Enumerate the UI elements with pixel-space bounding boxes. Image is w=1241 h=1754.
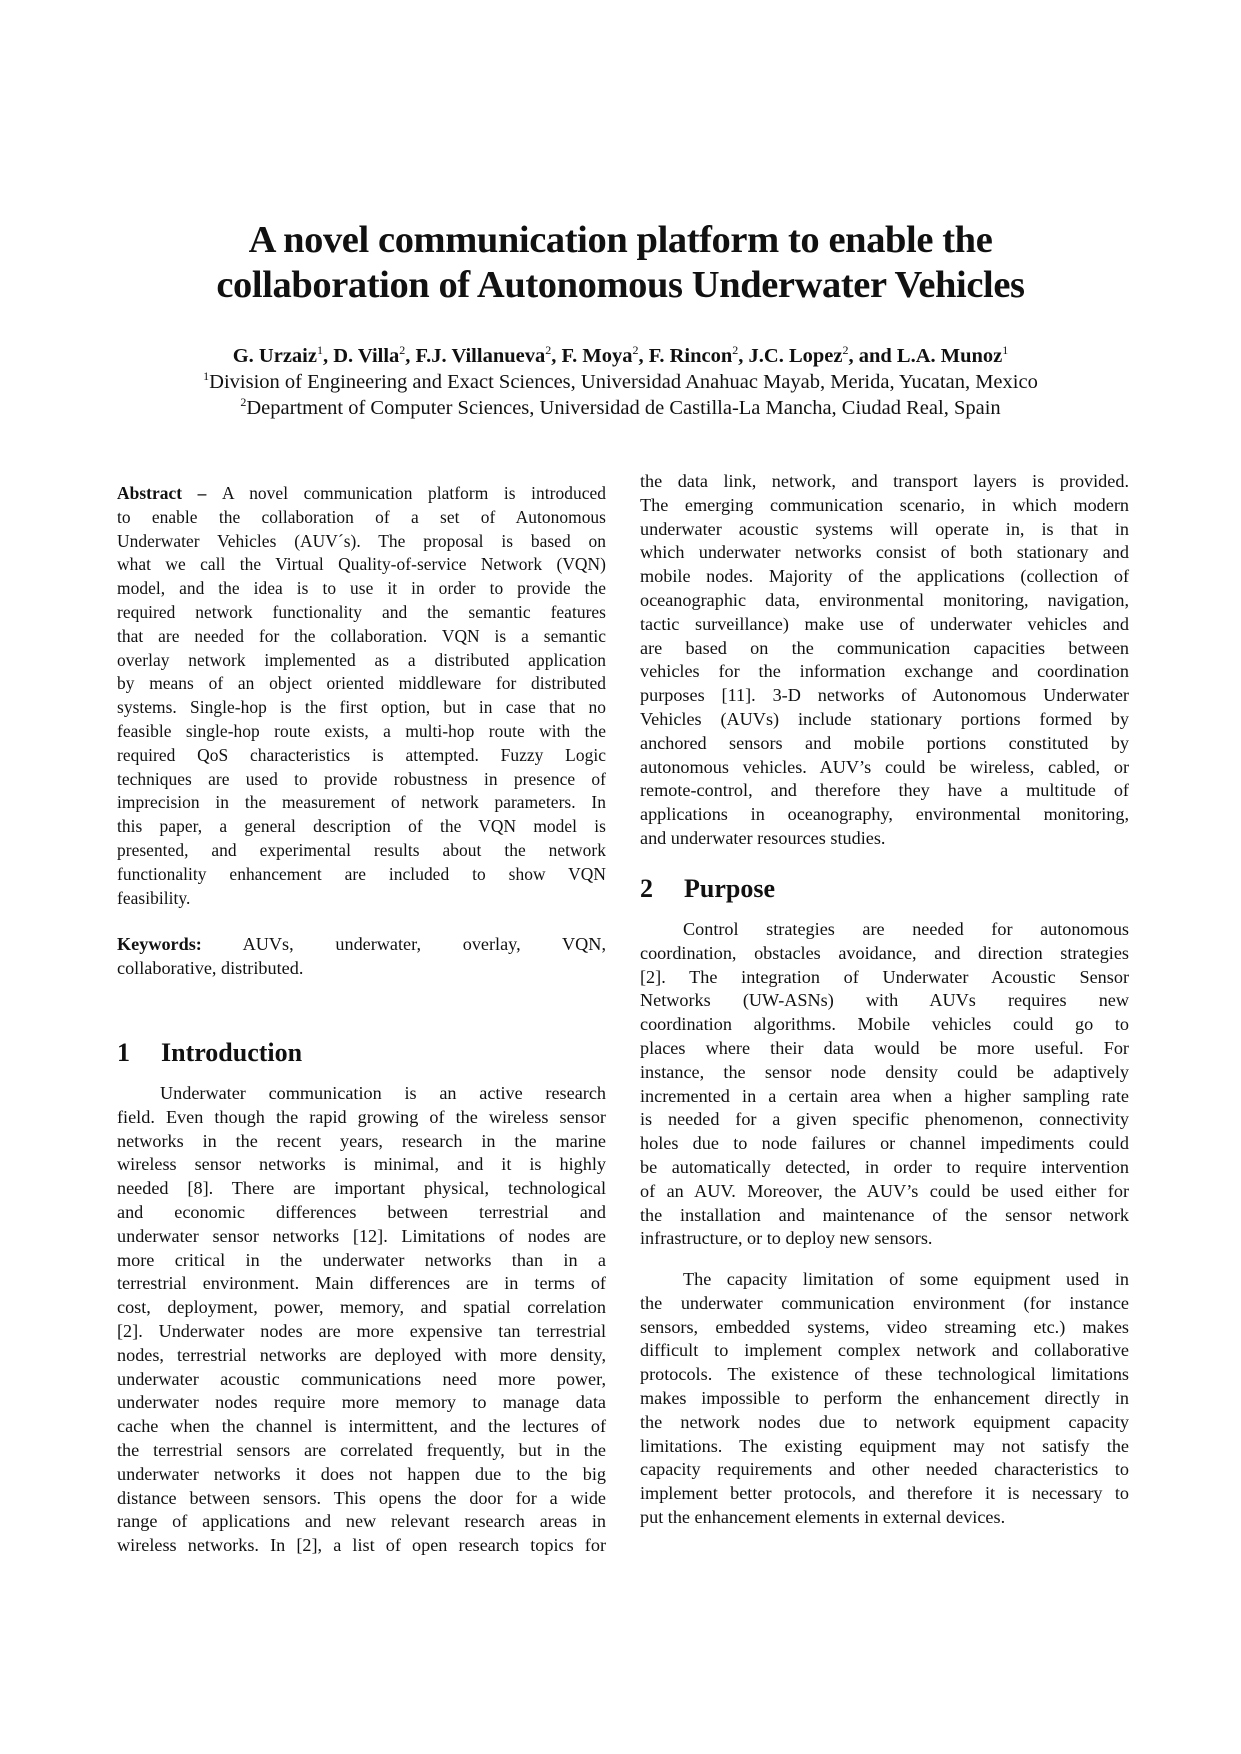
text-line — [117, 863, 606, 887]
text-line-content: needed [8]. There are important physical, technological — [117, 1178, 606, 1199]
text-line-content: this paper, a general description of the VQN model is — [117, 816, 606, 837]
author-name: F.J. Villanueva — [415, 345, 546, 367]
author-separator: , — [405, 345, 416, 367]
text-line-content: underwater nodes require more memory to manage data — [117, 1392, 606, 1413]
text-line — [117, 1130, 606, 1154]
text-line — [117, 649, 606, 673]
author-affiliation-mark: 2 — [545, 343, 552, 358]
author-name: G. Urzaiz — [232, 345, 317, 367]
affiliation-mark: 2 — [240, 395, 247, 410]
section-title: Introduction — [161, 1038, 303, 1067]
keywords — [117, 933, 606, 981]
text-line — [117, 1320, 606, 1344]
text-line-content: Control strategies are needed for autonomous — [683, 919, 1129, 939]
text-line-content: [2]. Underwater nodes are more expensive tan terrestrial — [117, 1320, 606, 1341]
author-affiliation-mark: 2 — [732, 343, 739, 358]
text-line — [640, 1204, 1129, 1228]
text-line-content: underwater networks it does not happen due to the big — [117, 1463, 606, 1484]
text-line-content: what we call the Virtual Quality-of-service Network (VQN) — [117, 554, 606, 575]
text-line — [117, 1177, 606, 1201]
text-line-content: and economic differences between terrestrial and — [117, 1201, 606, 1222]
introduction-body — [117, 1082, 606, 1558]
author-name: F. Rincon — [648, 345, 733, 367]
text-line-content: are based on the communication capacities between — [640, 637, 1129, 658]
text-line — [117, 815, 606, 839]
text-line-content: Networks (UW-ASNs) with AUVs requires new — [640, 990, 1129, 1011]
text-line — [117, 577, 606, 601]
text-line — [117, 1510, 606, 1534]
text-line — [117, 791, 606, 815]
text-line-content: be automatically detected, in order to require intervention — [640, 1156, 1129, 1177]
text-line-content: the underwater communication environment (for instance — [640, 1292, 1129, 1313]
text-line-content: feasibility. — [117, 887, 191, 908]
text-line-content: field. Even though the rapid growing of the wireless sensor — [117, 1106, 606, 1127]
text-line-content: by means of an object oriented middleware for distributed — [117, 673, 606, 694]
text-line — [117, 1368, 606, 1392]
text-line — [117, 506, 606, 530]
author-name: L.A. Munoz — [896, 345, 1003, 367]
text-line — [640, 1037, 1129, 1061]
text-line-content: mobile nodes. Majority of the applications (collection of — [640, 566, 1129, 587]
text-line-content: of an AUV. Moreover, the AUV’s could be used either for — [640, 1180, 1129, 1201]
text-line — [117, 1201, 606, 1225]
text-line-content: instance, the sensor node density could be adaptively — [640, 1061, 1129, 1082]
text-line-content: coordination algorithms. Mobile vehicles could go to — [640, 1014, 1129, 1035]
author-separator: , — [322, 345, 334, 367]
text-line — [117, 933, 606, 957]
text-line — [640, 732, 1129, 756]
text-line-content: to enable the collaboration of a set of Autonomous — [117, 506, 606, 527]
text-line-content: the installation and maintenance of the sensor network — [640, 1204, 1129, 1225]
affiliation-1 — [60, 369, 1181, 395]
author-separator: , — [738, 345, 749, 367]
text-line — [640, 1506, 1129, 1530]
affiliation-2 — [60, 395, 1181, 421]
text-line-content: required network functionality and the semantic features — [117, 601, 606, 622]
text-line-content: Underwater communication is an active research — [160, 1083, 606, 1103]
text-line — [640, 918, 1129, 942]
text-line-content: applications in oceanography, environmental monitoring, — [640, 804, 1129, 825]
text-line — [117, 1463, 606, 1487]
author-name: D. Villa — [333, 345, 400, 367]
text-line — [640, 942, 1129, 966]
text-line — [117, 1439, 606, 1463]
text-line — [640, 518, 1129, 542]
text-line-content: and underwater resources studies. — [640, 827, 886, 848]
text-line — [640, 989, 1129, 1013]
affiliation-text: Department of Computer Sciences, Universidad de Castilla-La Mancha, Ciudad Real, Spain — [246, 397, 1001, 419]
text-line — [117, 1153, 606, 1177]
text-line — [640, 1292, 1129, 1316]
text-line-content: underwater sensor networks [12]. Limitations of nodes are — [117, 1225, 606, 1246]
text-line-content: that are needed for the collaboration. VQN is a semantic — [117, 625, 606, 646]
text-line — [117, 1225, 606, 1249]
text-line-content: feasible single-hop route exists, a multi-hop route with the — [117, 720, 606, 741]
text-line-content: limitations. The existing equipment may not satisfy the — [640, 1435, 1129, 1456]
text-line-content: wireless sensor networks is minimal, and it is highly — [117, 1154, 606, 1175]
text-line-content: vehicles for the information exchange and coordination — [640, 661, 1129, 682]
text-line-content: cost, deployment, power, memory, and spatial correlation — [117, 1297, 606, 1318]
text-line-content: cache when the channel is intermittent, and the lectures of — [117, 1416, 606, 1437]
text-line — [117, 1082, 606, 1106]
affiliation-text: Division of Engineering and Exact Sciences, Universidad Anahuac Mayab, Merida, Yucatan, Mexico — [209, 371, 1038, 393]
text-line — [117, 482, 606, 506]
text-line-content: more critical in the underwater networks than in a — [117, 1249, 606, 1270]
text-line-content: coordination, obstacles avoidance, and direction strategies — [640, 942, 1129, 963]
text-line — [640, 708, 1129, 732]
text-line — [640, 1458, 1129, 1482]
text-line-content: collaborative, distributed. — [117, 957, 304, 978]
purpose-paragraph-2 — [640, 1268, 1129, 1530]
text-line — [117, 1415, 606, 1439]
text-line — [117, 1344, 606, 1368]
text-line — [640, 1411, 1129, 1435]
text-line — [117, 601, 606, 625]
text-line-content: incremented in a certain area when a higher sampling rate — [640, 1085, 1129, 1106]
text-line — [640, 1180, 1129, 1204]
text-line — [117, 530, 606, 554]
text-line-content: terrestrial environment. Main differences are in terms of — [117, 1273, 606, 1294]
text-line — [640, 966, 1129, 990]
text-line-content: networks in the recent years, research in the marine — [117, 1130, 606, 1151]
text-line — [117, 1534, 606, 1558]
text-line — [640, 613, 1129, 637]
text-line — [117, 1391, 606, 1415]
text-line-content: places where their data would be more useful. For — [640, 1037, 1129, 1058]
text-line — [640, 660, 1129, 684]
section-heading-purpose — [640, 874, 775, 904]
author-name: J.C. Lopez — [748, 345, 843, 367]
text-line — [117, 1106, 606, 1130]
text-line-content: Underwater Vehicles (AUV´s). The proposal is based on — [117, 530, 606, 551]
text-line-content: systems. Single-hop is the first option, but in case that no — [117, 697, 606, 718]
text-line-content: model, and the idea is to use it in order to provide the — [117, 578, 606, 599]
author-separator: , and — [848, 345, 897, 367]
keywords-label: Keywords: — [117, 934, 202, 954]
text-line-content: functionality enhancement are included to show VQN — [117, 863, 606, 884]
text-line-content: underwater acoustic systems will operate in, is that in — [640, 518, 1129, 539]
text-line — [117, 887, 606, 911]
text-line-content: AUVs, underwater, overlay, VQN, — [201, 934, 606, 954]
text-line-content: protocols. The existence of these technological limitations — [640, 1364, 1129, 1385]
section-number: 1 — [117, 1038, 130, 1067]
text-line — [640, 1227, 1129, 1251]
text-line — [640, 803, 1129, 827]
text-line-content: makes impossible to perform the enhancement directly in — [640, 1387, 1129, 1408]
text-line-content: distance between sensors. This opens the door for a wide — [117, 1487, 606, 1508]
text-line — [640, 589, 1129, 613]
text-line — [640, 1435, 1129, 1459]
paper-title — [100, 218, 1141, 308]
text-line — [640, 1387, 1129, 1411]
author-separator: , — [551, 345, 562, 367]
author-affiliation-mark: 1 — [316, 343, 323, 358]
text-line — [117, 1487, 606, 1511]
text-line-content: the terrestrial sensors are correlated frequently, but in the — [117, 1439, 606, 1460]
text-line — [640, 1339, 1129, 1363]
text-line-content: the network nodes due to network equipment capacity — [640, 1411, 1129, 1432]
text-line-content: is needed for a given specific phenomenon, connectivity — [640, 1109, 1129, 1130]
text-line — [117, 553, 606, 577]
text-line — [640, 1156, 1129, 1180]
text-line-content: presented, and experimental results about the network — [117, 839, 606, 860]
text-line — [640, 1268, 1129, 1292]
text-line — [640, 827, 1129, 851]
section-number: 2 — [640, 874, 653, 903]
text-line — [640, 565, 1129, 589]
text-line — [640, 470, 1129, 494]
author-affiliation-mark: 2 — [842, 343, 849, 358]
text-line-content: The capacity limitation of some equipment used in — [683, 1269, 1129, 1289]
text-line — [640, 1061, 1129, 1085]
text-line-content: overlay network implemented as a distributed application — [117, 649, 606, 670]
text-line-content: underwater acoustic communications need more power, — [117, 1368, 606, 1389]
text-line — [640, 1132, 1129, 1156]
text-line-content: nodes, terrestrial networks are deployed with more density, — [117, 1344, 606, 1365]
text-line-content: autonomous vehicles. AUV’s could be wireless, cabled, or — [640, 756, 1129, 777]
text-line — [117, 1296, 606, 1320]
introduction-body-continued — [640, 470, 1129, 851]
author-affiliation-mark: 2 — [632, 343, 639, 358]
text-line-content: oceanographic data, environmental monitoring, navigation, — [640, 589, 1129, 610]
text-line-content: techniques are used to provide robustness in presence of — [117, 768, 606, 789]
section-title: Purpose — [684, 874, 775, 903]
text-line — [640, 1013, 1129, 1037]
text-line — [117, 744, 606, 768]
text-line-content: difficult to implement complex network and collaborative — [640, 1340, 1129, 1361]
text-line — [640, 1363, 1129, 1387]
section-heading-introduction — [117, 1038, 302, 1068]
text-line-content: required QoS characteristics is attempted. Fuzzy Logic — [117, 744, 606, 765]
text-line-content: The emerging communication scenario, in which modern — [640, 494, 1129, 515]
author-separator: , — [638, 345, 649, 367]
text-line — [640, 541, 1129, 565]
affiliation-mark: 1 — [203, 369, 210, 384]
text-line — [640, 756, 1129, 780]
text-line — [640, 1316, 1129, 1340]
text-line-content: the data link, network, and transport layers is provided. — [640, 471, 1129, 491]
text-line-content: put the enhancement elements in external devices. — [640, 1506, 1006, 1527]
text-line-content: infrastructure, or to deploy new sensors. — [640, 1228, 933, 1249]
text-line — [117, 839, 606, 863]
text-line-content: sensors, embedded systems, video streaming etc.) makes — [640, 1316, 1129, 1337]
text-line-content: remote-control, and therefore they have a multitude of — [640, 780, 1129, 801]
purpose-paragraph-1 — [640, 918, 1129, 1251]
author-affiliation-mark: 2 — [399, 343, 406, 358]
text-line — [640, 494, 1129, 518]
text-line — [640, 1085, 1129, 1109]
text-line — [117, 957, 606, 981]
text-line — [117, 768, 606, 792]
text-line — [640, 1108, 1129, 1132]
text-line — [640, 637, 1129, 661]
text-line — [117, 696, 606, 720]
text-line-content: [2]. The integration of Underwater Acoustic Sensor — [640, 966, 1129, 987]
text-line-content: A novel communication platform is introduced — [221, 483, 606, 503]
title-line: A novel communication platform to enable the — [248, 219, 993, 261]
text-line-content: wireless networks. In [2], a list of open research topics for — [117, 1535, 606, 1556]
author-list — [60, 343, 1181, 369]
text-line — [640, 684, 1129, 708]
text-line-content: which underwater networks consist of both stationary and — [640, 542, 1129, 563]
author-affiliation-mark: 1 — [1002, 343, 1009, 358]
text-line-content: tactic surveillance) make use of underwater vehicles and — [640, 613, 1129, 634]
text-line — [117, 720, 606, 744]
text-line-content: range of applications and new relevant research areas in — [117, 1511, 606, 1532]
author-name: F. Moya — [561, 345, 633, 367]
text-line-content: anchored sensors and mobile portions constituted by — [640, 732, 1129, 753]
text-line — [117, 625, 606, 649]
abstract — [117, 482, 606, 910]
text-line — [117, 1249, 606, 1273]
text-line-content: Vehicles (AUVs) include stationary portions formed by — [640, 708, 1129, 729]
text-line — [117, 1272, 606, 1296]
text-line — [117, 672, 606, 696]
text-line-content: purposes [11]. 3-D networks of Autonomous Underwater — [640, 685, 1129, 706]
text-line — [640, 1482, 1129, 1506]
text-line-content: capacity requirements and other needed characteristics to — [640, 1459, 1129, 1480]
text-line-content: holes due to node failures or channel impediments could — [640, 1133, 1129, 1154]
abstract-label: Abstract – — [117, 483, 222, 503]
text-line-content: imprecision in the measurement of network parameters. In — [117, 792, 606, 813]
text-line — [640, 779, 1129, 803]
text-line-content: implement better protocols, and therefore it is necessary to — [640, 1483, 1129, 1504]
title-line: collaboration of Autonomous Underwater Vehicles — [216, 264, 1025, 306]
